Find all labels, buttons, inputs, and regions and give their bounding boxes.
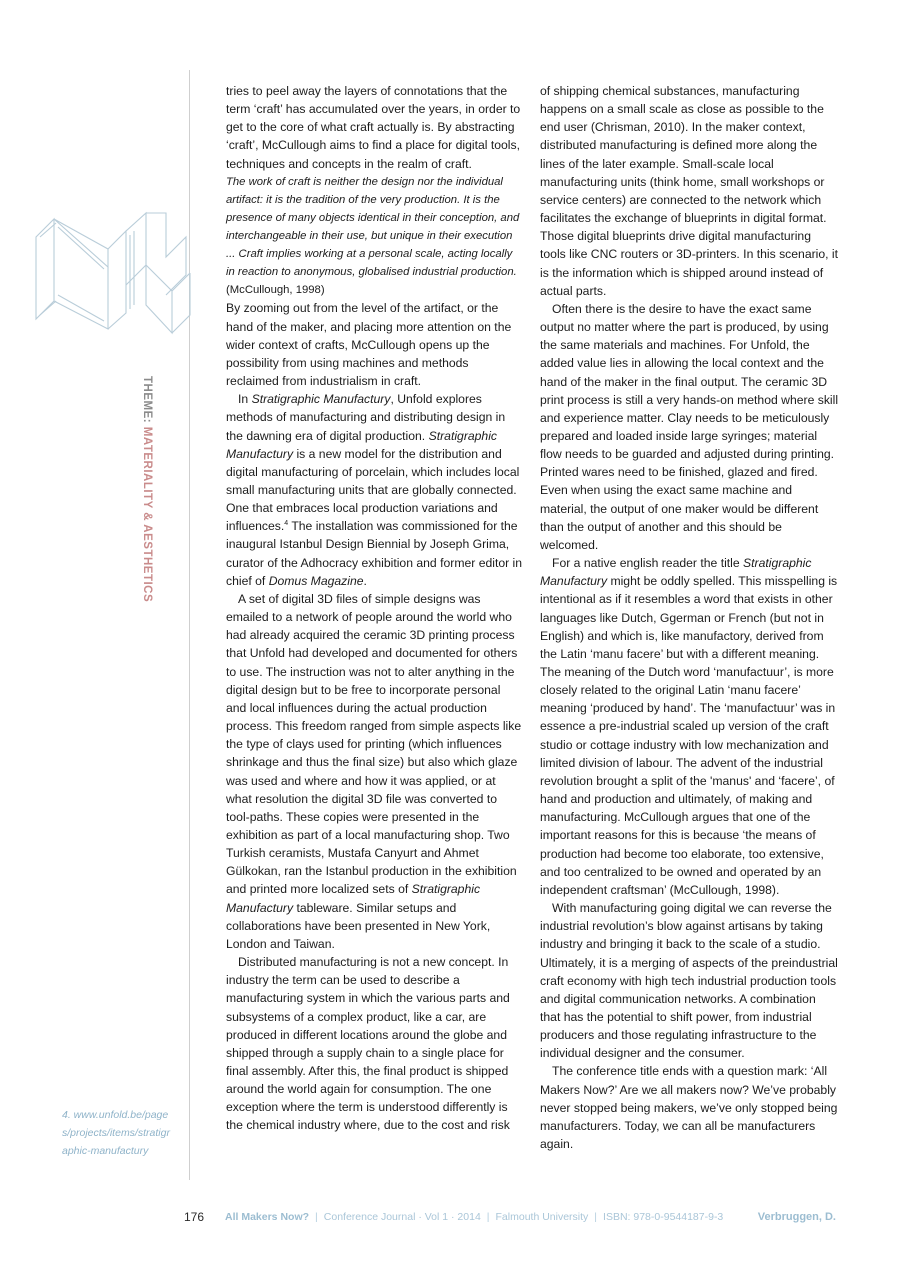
italic-title: Stratigraphic Manufactury bbox=[226, 882, 481, 915]
theme-value: MATERIALITY & AESTHETICS bbox=[141, 426, 153, 603]
text-run: , Unfold explores methods of manufacturing and distributing design in the dawning era of digital production. bbox=[226, 392, 506, 443]
paragraph bbox=[226, 590, 523, 953]
footer-separator: | bbox=[315, 1211, 318, 1223]
paragraph: With manufacturing going digital we can reverse the industrial revolution’s blow against artisans by taking industry and bringing it back to the scale of a studio. Ultimately, it is a merging of aspects of the preindustrial craft economy with high tech industrial production tools and digital communication networks. A combination that has the potential to shift power, from industrial producers and those regulating infrastructure to the individual designer and the consumer. bbox=[540, 901, 838, 1061]
journal-volume: Conference Journal · Vol 1 · 2014 bbox=[323, 1211, 481, 1223]
footnote-ref[interactable]: 4 bbox=[284, 520, 289, 528]
block-quote bbox=[226, 173, 523, 300]
footer-journal-info bbox=[225, 1209, 723, 1225]
page-number: 176 bbox=[184, 1210, 205, 1224]
nkt-logo bbox=[34, 205, 192, 337]
text-run: In bbox=[238, 392, 252, 407]
left-column bbox=[226, 82, 523, 1135]
paragraph bbox=[540, 554, 839, 899]
paragraph: tries to peel away the layers of connotations that the term ‘craft’ has accumulated over the years, in order to get to the core of what craft actually is. By abstracting ‘craft’, McCullough aims to find a place for digital tools, techniques and concepts in the realm of craft. bbox=[226, 84, 521, 171]
text-run: The installation was commissioned for the inaugural Istanbul Design Biennial by Joseph Grima, curator of the Adhocracy exhibition and former editor in chief of bbox=[226, 519, 523, 588]
theme-label: THEME: bbox=[141, 376, 153, 424]
italic-title: Stratigraphic Manufactury bbox=[226, 428, 498, 461]
journal-title: All Makers Now? bbox=[225, 1211, 310, 1223]
isbn: ISBN: 978-0-9544187-9-3 bbox=[603, 1211, 724, 1223]
quote-text: The work of craft is neither the design nor the individual artifact: it is the tradition of the very production. It is the presence of many objects identical in their conception, and interchangeable in their use, but unique in their execution ... Craft implies working at a personal scale, acting locally in reaction to anonymous, globalised industrial production. bbox=[226, 175, 520, 279]
paragraph: By zooming out from the level of the artifact, or the hand of the maker, and placing more attention on the wider context of crafts, McCullough opens up the possibility from using machines and methods reclaimed from industrialism in craft. bbox=[226, 301, 512, 389]
text-run: . bbox=[363, 573, 367, 588]
paragraph: of shipping chemical substances, manufacturing happens on a small scale as close as possible to the end user (Chrisman, 2010). In the maker context, distributed manufacturing is defined more along the lines of the later example. Small-scale local manufacturing units (think home, small workshops or service centers) are connected to the network which facilitates the exchange of blueprints in digital format. Those digital blueprints drive digital manufacturing tools like CNC routers or 3D-printers. In this scenario, it is the information which is shipped around instead of actual parts. bbox=[540, 84, 839, 298]
paragraph: Often there is the desire to have the exact same output no matter where the part is produced, by using the same materials and machines. For Unfold, the added value lies in allowing the local context and the hand of the maker in the final output. The ceramic 3D print process is still a very hands-on method where skill and experience matter. Clay needs to be meticulously prepared and loaded inside large syringes; material flow needs to be guarded and adjusted during printing. Printed wares need to be finished, glazed and fired. Even when using the exact same machine and material, the output of one maker would be different than the output of another and this should be welcomed. bbox=[540, 301, 839, 552]
text-run: might be oddly spelled. This misspelling is intentional as if it resembles a word that exists in other languages like Dutch, Ggerman or French (but not in English) and which is, like manufactory, derived from the Latin ‘manu facere’ but with a different meaning. The meaning of the Dutch word ‘manufactuur’, is more closely related to the original Latin ‘manu facere’ meaning ‘produced by hand’. The ‘manufactuur’ was in essence a pre-industrial scaled up version of the craft studio or cottage industry with low mechanization and limited division of labour. The advent of the industrial revolution brought a split of the 'manus' and ‘facere’, of hand and production and ultimately, of making and manufacturing. McCullough argues that one of the important reasons for this is because ‘the means of production had become too elaborate, too extensive, and too centralized to be owned and operated by an independent craftsman’ (McCullough, 1998). bbox=[540, 574, 838, 897]
italic-title: Domus Magazine bbox=[268, 573, 364, 588]
text-run: For a native english reader the title bbox=[552, 556, 744, 571]
paragraph: The conference title ends with a question mark: ‘All Makers Now?’ Are we all makers now? We’ve probably never stopped being makers, we’ve only stopped being manufacturers. Today, we can all be manufacturers again. bbox=[540, 1064, 838, 1152]
page-footer bbox=[184, 1209, 836, 1225]
right-column bbox=[540, 82, 839, 1153]
theme-vertical-label bbox=[140, 376, 154, 603]
university: Falmouth University bbox=[495, 1211, 589, 1223]
text-run: is a new model for the distribution and digital manufacturing of porcelain, which includes local small manufacturing units that are globally connected. One that embraces local production variations and influences. bbox=[226, 446, 520, 534]
author-name: Verbruggen, D. bbox=[757, 1211, 836, 1223]
text-run: A set of digital 3D files of simple designs was emailed to a network of people around the world who had already acquired the ceramic 3D printing process that Unfold had developed and documented for others to use. The instruction was not to alter anything in the digital design but to be free to incorporate personal and local influences during the actual production process. This freedom ranged from simple aspects like the type of clays used for printing (which influences shrinkage and thus the final size) but also which glaze was used and where and how it was applied, or at what resolution the digital 3D file was converted to tool-paths. These copies were presented in the exhibition as part of a local manufacturing shop. Two Turkish ceramists, Mustafa Canyurt and Ahmet Gülkokan, ran the Istanbul production in the exhibition and printed more localized sets of bbox=[226, 591, 522, 897]
text-run: tableware. Similar setups and collaborations have been presented in New York, London and Taiwan. bbox=[226, 900, 491, 951]
footer-separator: | bbox=[486, 1211, 490, 1223]
italic-title: Stratigraphic Manufactury bbox=[540, 556, 812, 589]
italic-title: Stratigraphic Manufactury bbox=[251, 392, 391, 407]
footer-separator: | bbox=[594, 1211, 598, 1223]
quote-citation: (McCullough, 1998) bbox=[226, 284, 325, 297]
paragraph bbox=[226, 390, 523, 590]
paragraph: Distributed manufacturing is not a new concept. In industry the term can be used to describe a manufacturing system in which the various parts and subsystems of a complex product, like a car, are produced in different locations around the globe and shipped through a supply chain to a single place for final assembly. After this, the final product is shipped around the world again for consumption. The one exception where the term is understood differently is the chemical industry where, due to the cost and risk bbox=[226, 955, 510, 1133]
footnote-url[interactable]: 4. www.unfold.be/pages/projects/items/stratigraphic-manufactury bbox=[62, 1109, 170, 1157]
